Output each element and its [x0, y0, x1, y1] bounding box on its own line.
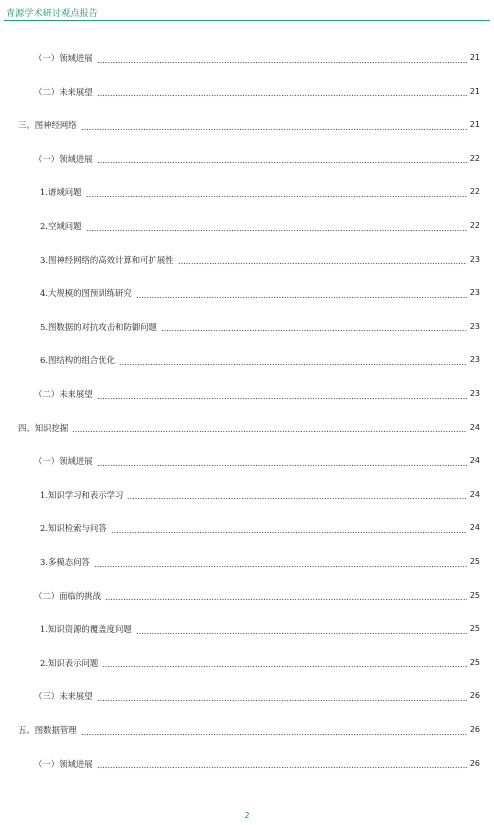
toc-entry-page: 22 [469, 153, 480, 163]
toc-entry-page: 22 [469, 221, 480, 230]
toc-entry[interactable] [34, 52, 480, 64]
toc-entry-title: 四、知识挖掘 [18, 422, 69, 433]
toc-entry[interactable] [34, 690, 480, 702]
toc-dot-leader [97, 153, 467, 165]
toc-entry[interactable] [34, 758, 480, 770]
toc-dot-leader [97, 455, 467, 467]
toc-entry-page: 21 [469, 120, 480, 130]
toc-entry-page: 23 [469, 254, 480, 264]
toc-entry[interactable] [40, 254, 480, 266]
toc-entry-title: 3.多模态问答 [40, 557, 90, 567]
toc-dot-leader [97, 388, 467, 400]
toc-entry[interactable] [18, 119, 480, 131]
toc-entry-page: 25 [469, 624, 480, 634]
toc-entry[interactable] [40, 287, 480, 299]
toc-entry-title: 1.知识资源的覆盖度问题 [40, 624, 132, 635]
toc-entry-title: 三、图神经网络 [18, 120, 77, 131]
toc-entry[interactable] [34, 388, 480, 400]
toc-entry[interactable] [34, 590, 480, 602]
toc-entry-title: （一）领域进展 [34, 456, 93, 467]
toc-entry-title: （一）领域进展 [34, 53, 93, 63]
toc-entry[interactable] [34, 455, 480, 467]
toc-entry-title: 5.图数据的对抗攻击和防御问题 [40, 321, 157, 332]
toc-entry-title: 2.知识表示问题 [40, 657, 99, 668]
toc-entry-page: 25 [469, 657, 480, 667]
toc-entry[interactable] [34, 153, 480, 165]
toc-entry-page: 24 [469, 456, 480, 466]
toc-dot-leader [127, 489, 466, 501]
toc-dot-leader [86, 186, 467, 198]
toc-entry[interactable] [40, 489, 480, 501]
toc-dot-leader [81, 724, 467, 736]
toc-entry-page: 24 [469, 523, 480, 533]
toc-entry[interactable] [18, 724, 480, 736]
toc-dot-leader [86, 220, 467, 232]
toc-dot-leader [97, 690, 467, 702]
toc-dot-leader [136, 623, 467, 635]
toc-entry-title: （三）未来展望 [34, 691, 93, 702]
toc-dot-leader [111, 522, 467, 534]
toc-entry-page: 21 [469, 86, 480, 96]
toc-entry-page: 22 [469, 187, 480, 197]
page-number: 2 [244, 811, 250, 820]
toc-entry[interactable] [34, 86, 480, 98]
toc-entry-page: 26 [469, 725, 480, 734]
toc-entry-page: 25 [469, 557, 480, 566]
toc-entry-title: 3.图神经网络的高效计算和可扩展性 [40, 254, 174, 265]
toc-dot-leader [94, 556, 467, 568]
toc-dot-leader [105, 590, 467, 602]
toc-entry-page: 23 [469, 355, 480, 365]
toc-entry-title: 6.图结构的组合优化 [40, 355, 115, 366]
toc-entry-page: 23 [469, 288, 480, 298]
toc-entry[interactable] [40, 186, 480, 198]
toc-entry-title: 五、图数据管理 [18, 725, 77, 735]
toc-entry-title: （二）未来展望 [34, 389, 93, 399]
toc-entry[interactable] [40, 657, 480, 669]
toc-entry[interactable] [40, 623, 480, 635]
toc-dot-leader [136, 287, 467, 299]
toc-dot-leader [97, 758, 467, 770]
toc-entry[interactable] [40, 522, 480, 534]
toc-entry[interactable] [18, 422, 480, 434]
toc-entry-page: 24 [469, 489, 480, 499]
toc-entry-title: （二）面临的挑战 [34, 590, 101, 601]
toc-entry-title: 1.谱域问题 [40, 187, 82, 198]
toc-entry-page: 26 [469, 691, 480, 701]
toc-dot-leader [97, 52, 467, 64]
toc-entry[interactable] [40, 556, 480, 568]
toc-entry-title: （一）领域进展 [34, 758, 93, 769]
toc-entry-title: 2.空域问题 [40, 221, 82, 231]
toc-dot-leader [178, 254, 467, 266]
toc-entry-page: 23 [469, 321, 480, 331]
toc-entry[interactable] [40, 220, 480, 232]
toc-entry[interactable] [40, 354, 480, 366]
toc-entry-page: 26 [469, 758, 480, 768]
toc-entry-title: （一）领域进展 [34, 153, 93, 164]
toc-entry-page: 23 [469, 389, 480, 398]
toc-dot-leader [97, 86, 467, 98]
toc-entry-page: 25 [469, 590, 480, 600]
toc-entry-page: 21 [469, 53, 480, 62]
report-title: 青源学术研讨观点报告 [6, 9, 99, 19]
toc-entry-page: 24 [469, 422, 480, 432]
toc-entry-title: 1.知识学习和表示学习 [40, 489, 124, 500]
toc-entry-title: 2.知识检索与问答 [40, 523, 107, 534]
toc-entry-title: （二）未来展望 [34, 86, 93, 97]
toc-dot-leader [72, 422, 467, 434]
toc-entry-title: 4.大规模的图预训练研究 [40, 288, 132, 299]
toc-dot-leader [161, 321, 467, 333]
toc-dot-leader [81, 119, 467, 131]
toc-dot-leader [102, 657, 467, 669]
toc-dot-leader [119, 354, 467, 366]
toc-entry[interactable] [40, 321, 480, 333]
